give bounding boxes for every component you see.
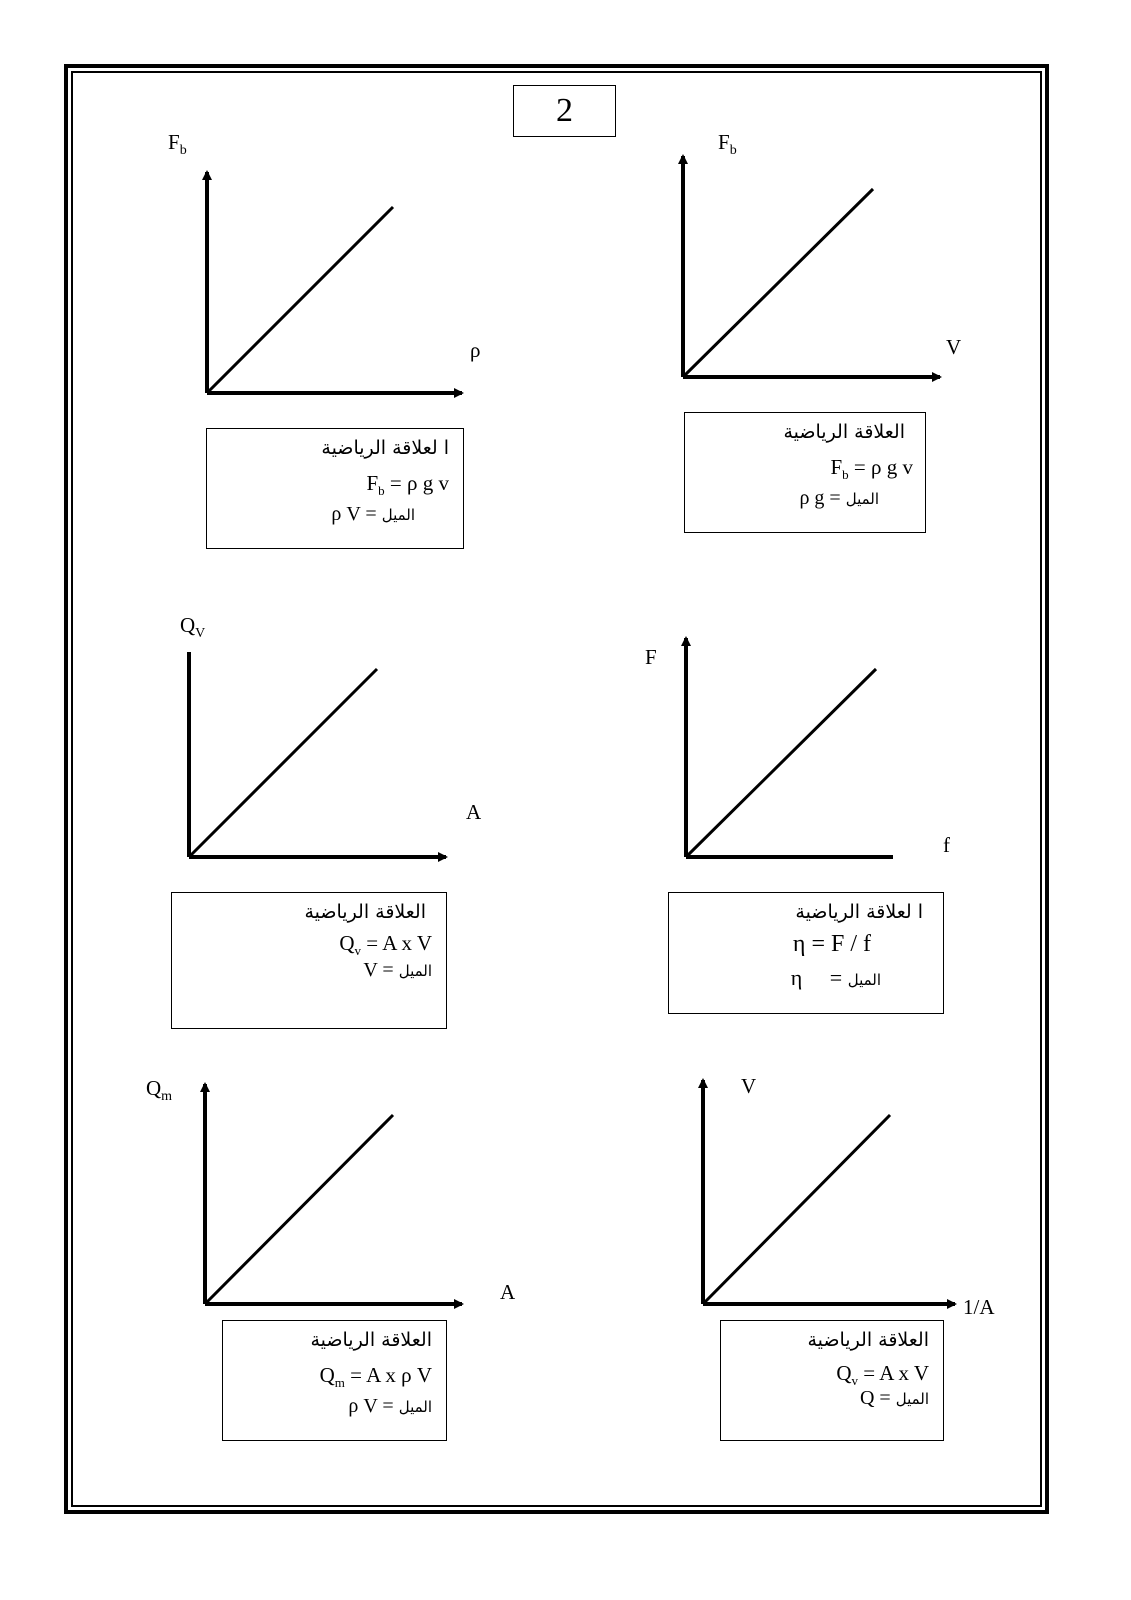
formula-box — [222, 1320, 447, 1441]
formula-title: ا لعلاقة الرياضية — [795, 901, 923, 923]
y-axis-label: V — [741, 1074, 757, 1098]
formula-box — [684, 412, 926, 533]
x-axis-label: A — [500, 1280, 516, 1304]
formula-slope: ρ V = الميل — [348, 1395, 432, 1417]
x-axis-label: V — [946, 335, 962, 359]
formula-slope: η = الميل — [790, 965, 881, 990]
formula-box — [720, 1320, 944, 1441]
formula-title: العلاقة الرياضية — [783, 421, 905, 443]
formula-title: العلاقة الرياضية — [807, 1329, 929, 1351]
formula-equation: $Q_v = A$ x V — [339, 931, 432, 959]
y-axis-label: $Q_m$ — [146, 1076, 173, 1105]
formula-box — [668, 892, 944, 1014]
page-frame-inner — [71, 71, 1042, 1507]
formula-equation: η = F / f — [792, 931, 871, 957]
y-axis-label: F — [645, 645, 657, 669]
formula-box — [206, 428, 464, 549]
x-axis-label: f — [943, 833, 950, 857]
formula-slope: Q = الميل — [859, 1387, 929, 1409]
formula-slope: V = الميل — [363, 959, 432, 981]
page-number: 2 — [513, 85, 616, 137]
formula-equation: $F_b = \rho$ g v — [366, 471, 449, 499]
y-axis-label: $F_b$ — [718, 130, 737, 159]
y-axis-label: $Q_V$ — [180, 613, 206, 642]
x-axis-label: ρ — [470, 338, 481, 362]
formula-slope: ρ V = الميل — [331, 503, 415, 525]
formula-equation: $Q_m = A$ x ρ V — [319, 1363, 432, 1391]
formula-equation: $F_b = \rho$ g v — [830, 455, 913, 483]
formula-title: العلاقة الرياضية — [310, 1329, 432, 1351]
formula-equation: $Q_v = A$ x V — [836, 1361, 929, 1389]
x-axis-label: 1/A — [963, 1295, 995, 1319]
formula-box — [171, 892, 447, 1029]
y-axis-label: $F_b$ — [168, 130, 187, 159]
formula-title: ا لعلاقة الرياضية — [321, 437, 449, 459]
formula-slope: ρ g = الميل — [799, 487, 879, 509]
formula-title: العلاقة الرياضية — [304, 901, 426, 923]
x-axis-label: A — [466, 800, 482, 824]
